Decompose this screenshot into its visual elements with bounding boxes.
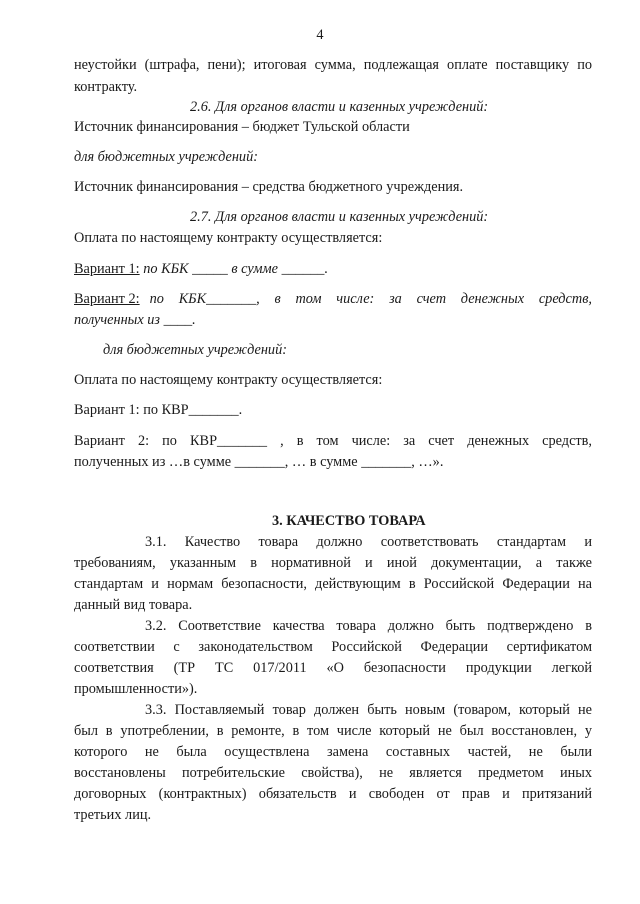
section-heading: 3. КАЧЕСТВО ТОВАРА — [272, 513, 426, 529]
paragraph-line: соответствия (ТР ТС 017/2011 «О безопасности продукции легкой — [74, 660, 592, 676]
text-line: Оплата по настоящему контракту осуществляется: — [74, 372, 383, 388]
paragraph-line: третьих лиц. — [74, 807, 152, 823]
text-line: Вариант 1: по КВР_______. — [74, 402, 243, 418]
paragraph-line: договорных (контрактных) обязательств и свободен от прав и притязаний — [74, 786, 592, 802]
page-number: 4 — [316, 27, 324, 43]
text-line: неустойки (штрафа, пени); итоговая сумма, подлежащая оплате поставщику по — [74, 57, 592, 73]
paragraph-line: 3.1. Качество товара должно соответствовать стандартам и — [145, 534, 592, 550]
text-line: полученных из …в сумме _______, … в сумме _______, …». — [74, 454, 444, 470]
text-line — [74, 260, 328, 278]
paragraph-line: восстановлены потребительские свойства), не является предметом иных — [74, 765, 592, 781]
paragraph-line: требованиям, указанным в нормативной и иной документации, а также — [74, 555, 592, 571]
paragraph-line: соответствии с законодательством Российской Федерации сертификатом — [74, 639, 592, 655]
text-line: контракту. — [74, 79, 138, 95]
paragraph-line: которого не была осуществлена замена составных частей, не были — [74, 744, 592, 760]
section-subheading: 2.7. Для органов власти и казенных учреждений: — [190, 209, 489, 225]
variant-label: Вариант 1: — [74, 261, 140, 277]
text-line: Источник финансирования – бюджет Тульской области — [74, 119, 410, 135]
variant-text: по КБК _____ в сумме ______. — [139, 261, 329, 277]
text-line — [74, 290, 592, 308]
paragraph-line: промышленности»). — [74, 681, 198, 697]
text-line: полученных из ____. — [74, 312, 196, 328]
paragraph-line: был в употреблении, в ремонте, в том числе который не был восстановлен, у — [74, 723, 592, 739]
text-line: Вариант 2: по КВР_______ , в том числе: за счет денежных средств, — [74, 433, 592, 449]
variant-text: по КБК_______, в том числе: за счет денежных средств, — [149, 291, 592, 307]
text-line: Оплата по настоящему контракту осуществляется: — [74, 230, 383, 246]
paragraph-line: 3.2. Соответствие качества товара должно быть подтверждено в — [145, 618, 592, 634]
paragraph-line: стандартам и нормам безопасности, действующим в Российской Федерации на — [74, 576, 592, 592]
variant-label: Вариант 2: — [74, 291, 140, 307]
text-line: Источник финансирования – средства бюджетного учреждения. — [74, 179, 464, 195]
section-subheading: 2.6. Для органов власти и казенных учреждений: — [190, 99, 489, 115]
section-subheading: для бюджетных учреждений: — [103, 342, 287, 358]
paragraph-line: 3.3. Поставляемый товар должен быть новым (товаром, который не — [145, 702, 592, 718]
paragraph-line: данный вид товара. — [74, 597, 193, 613]
section-subheading: для бюджетных учреждений: — [74, 149, 258, 165]
